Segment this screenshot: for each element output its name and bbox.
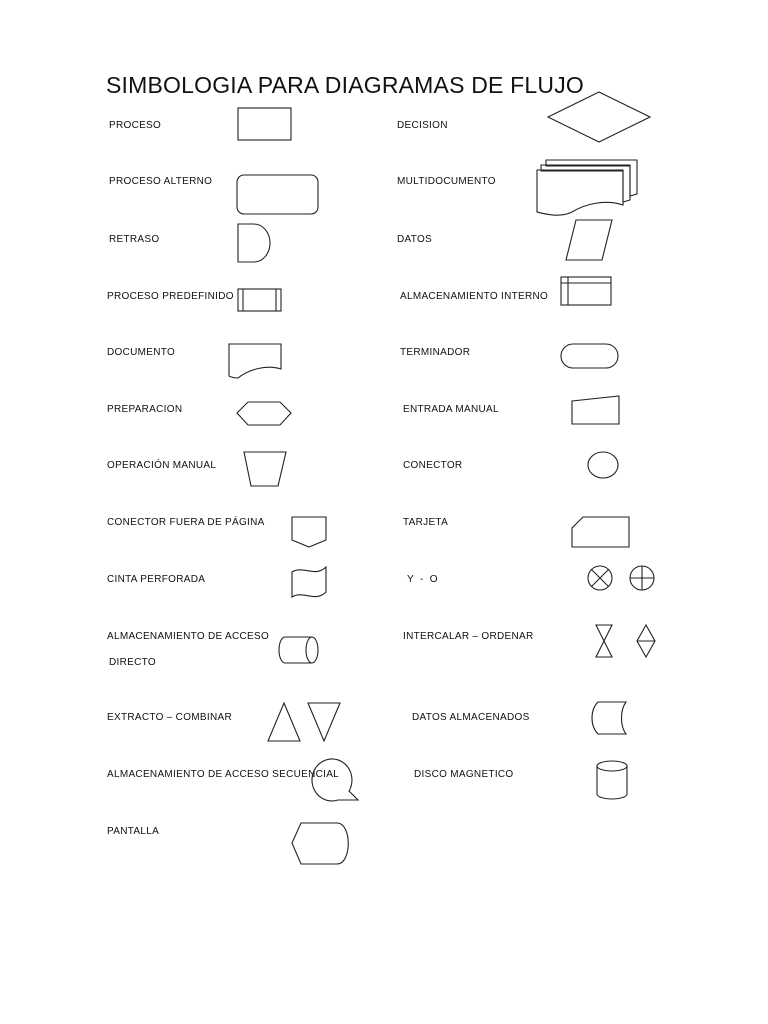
- label-almacenamiento-acceso-directo: ALMACENAMIENTO DE ACCESO: [107, 631, 270, 642]
- label-disco-magnetico: DISCO MAGNETICO: [414, 769, 514, 780]
- label-decision: DECISION: [397, 120, 448, 131]
- label-terminador: TERMINADOR: [400, 347, 471, 358]
- decision-symbol: [548, 92, 650, 142]
- label-operacion-manual: OPERACIÓN MANUAL: [107, 460, 217, 471]
- label-proceso-alterno: PROCESO ALTERNO: [109, 176, 213, 187]
- label-proceso-predefinido: PROCESO PREDEFINIDO: [107, 291, 234, 302]
- datos-symbol: [566, 220, 612, 260]
- label-intercalar-ordenar: INTERCALAR – ORDENAR: [403, 631, 534, 642]
- label-multidocumento: MULTIDOCUMENTO: [397, 176, 496, 187]
- label-proceso: PROCESO: [109, 120, 162, 131]
- entrada-manual-symbol: [572, 396, 619, 424]
- almacenamiento-interno-symbol: [561, 277, 611, 305]
- intercalar-symbol: [596, 625, 612, 657]
- disco-magnetico-symbol: [597, 761, 627, 799]
- label-y-o: Y - O: [407, 574, 438, 585]
- y-symbol: [588, 566, 612, 590]
- page-title: SIMBOLOGIA PARA DIAGRAMAS DE FLUJO: [106, 72, 584, 98]
- label-pantalla: PANTALLA: [107, 826, 160, 837]
- terminador-symbol: [561, 344, 618, 368]
- label-almacenamiento-acceso-secuencial: ALMACENAMIENTO DE ACCESO SECUENCIAL: [107, 769, 340, 780]
- label-retraso: RETRASO: [109, 234, 160, 245]
- operacion-manual-symbol: [244, 452, 286, 486]
- proceso-symbol: [238, 108, 291, 140]
- tarjeta-symbol: [572, 517, 629, 547]
- label-datos-almacenados: DATOS ALMACENADOS: [412, 712, 530, 723]
- conector-symbol: [588, 452, 618, 478]
- o-symbol: [630, 566, 654, 590]
- pantalla-symbol: [292, 823, 348, 864]
- label-documento: DOCUMENTO: [107, 347, 176, 358]
- extracto-symbol: [268, 703, 300, 741]
- label-datos: DATOS: [397, 234, 433, 245]
- conector-fuera-pagina-symbol: [292, 517, 326, 547]
- label-preparacion: PREPARACION: [107, 404, 183, 415]
- label-almacenamiento-interno: ALMACENAMIENTO INTERNO: [400, 291, 549, 302]
- label-conector-fuera-pagina: CONECTOR FUERA DE PÁGINA: [107, 517, 265, 528]
- label-cinta-perforada: CINTA PERFORADA: [107, 574, 206, 585]
- preparacion-symbol: [237, 402, 291, 425]
- almacenamiento-acceso-directo-symbol: [279, 637, 318, 663]
- documento-symbol: [229, 344, 281, 378]
- label-conector: CONECTOR: [403, 460, 463, 471]
- multidocumento-symbol: [537, 160, 637, 215]
- almacenamiento-acceso-secuencial-symbol: [312, 759, 358, 801]
- datos-almacenados-symbol: [592, 702, 626, 734]
- label-tarjeta: TARJETA: [403, 517, 449, 528]
- cinta-perforada-symbol: [292, 567, 326, 597]
- label-entrada-manual: ENTRADA MANUAL: [403, 404, 499, 415]
- label-almacenamiento-acceso-directo-cont: DIRECTO: [109, 657, 156, 668]
- label-extracto-combinar: EXTRACTO – COMBINAR: [107, 712, 232, 723]
- proceso-predefinido-symbol: [238, 289, 281, 311]
- combinar-symbol: [308, 703, 340, 741]
- proceso-alterno-symbol: [237, 175, 318, 214]
- retraso-symbol: [238, 224, 270, 262]
- ordenar-symbol: [637, 625, 655, 657]
